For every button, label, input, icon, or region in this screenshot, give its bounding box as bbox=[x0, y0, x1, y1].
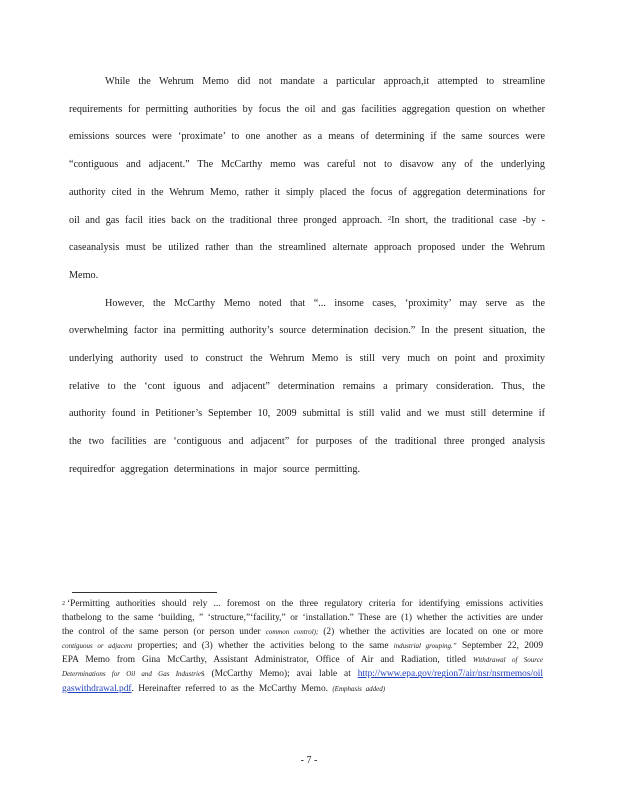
paragraph-text: In short, the traditional case -by -caseanalysis must be utilized rather than the streamlined alternate approach proposed under the Wehrum Memo. bbox=[69, 214, 545, 281]
footnote-text: properties; and (3) whether the activities belong to the same bbox=[132, 641, 394, 652]
epa-memo-link[interactable]: http://www.epa.gov/region7/air/nsr/nsrmemos/oil gaswithdrawal.pdf bbox=[62, 669, 543, 694]
footnote-text: September 22, 2009 EPA Memo from Gina McCarthy, Assistant Administrator, Office of Air and Radiation, titled bbox=[62, 641, 544, 666]
emphasis-note: (Emphasis added) bbox=[332, 684, 386, 693]
footnote-text: (2) whether the activities are located on one or more bbox=[318, 627, 544, 638]
footnote bbox=[62, 597, 543, 696]
footnote-memo-title: Withdrawal of Source Determinations for Oil and Gas Industrie bbox=[62, 656, 543, 679]
body-text bbox=[69, 68, 545, 484]
footnote-text: ‘Permitting authorities should rely ... foremost on the three regulatory criteria for identifying emissions activities thatbelong to the same ‘building, ” ‘structure,”‘facility,” or ‘installation.” These are (1) whether the activities are under the control of the same person (or person under bbox=[62, 599, 543, 638]
paragraph-mccarthy-memo bbox=[69, 290, 545, 484]
footnote-text: . Hereinafter referred to as the McCarthy Memo. bbox=[131, 683, 333, 694]
paragraph-wehrum-memo bbox=[69, 68, 545, 290]
footnote-italic-text: common control); bbox=[265, 628, 319, 637]
footnote-italic-text: industrial grouping.” bbox=[393, 642, 457, 651]
paragraph-text: However, the McCarthy Memo noted that “... insome cases, ‘proximity’ may serve as the overwhelming factor ina permitting authority’s source determination decision.” In the present situation, the underlying authority used to construct the Wehrum Memo is still very much on point and proximity relative to the ‘cont iguous and adjacent” determination remains a primary consideration. Thus, the authority found in Petitioner’s September 10, 2009 submittal is still valid and we must still determine if the two facilities are ‘contiguous and adjacent” for purposes of the traditional three pronged analysis requiredfor aggregation determinations in major source permitting. bbox=[69, 297, 545, 475]
footnote-reference[interactable]: 2 bbox=[387, 214, 392, 222]
footnote-text: s (McCarthy Memo); avai lable at bbox=[201, 669, 358, 680]
footnote-italic-text: contiguous or adjacent bbox=[62, 642, 133, 651]
footnote-mark: 2 bbox=[62, 601, 65, 607]
paragraph-text: While the Wehrum Memo did not mandate a particular approach,it attempted to streamline requirements for permitting authorities by focus the oil and gas facilities aggregation question on whether emissions sources were ‘proximate’ to one another as a means of determining if the same sources were “contiguous and adjacent.” The McCarthy memo was careful not to disavow any of the underlying authority cited in the Wehrum Memo, rather it simply placed the focus of aggregation determinations for oil and gas facil ities back on the traditional three pronged approach. bbox=[69, 76, 545, 226]
footnote-separator bbox=[72, 592, 217, 593]
page-number: - 7 - bbox=[300, 755, 318, 766]
